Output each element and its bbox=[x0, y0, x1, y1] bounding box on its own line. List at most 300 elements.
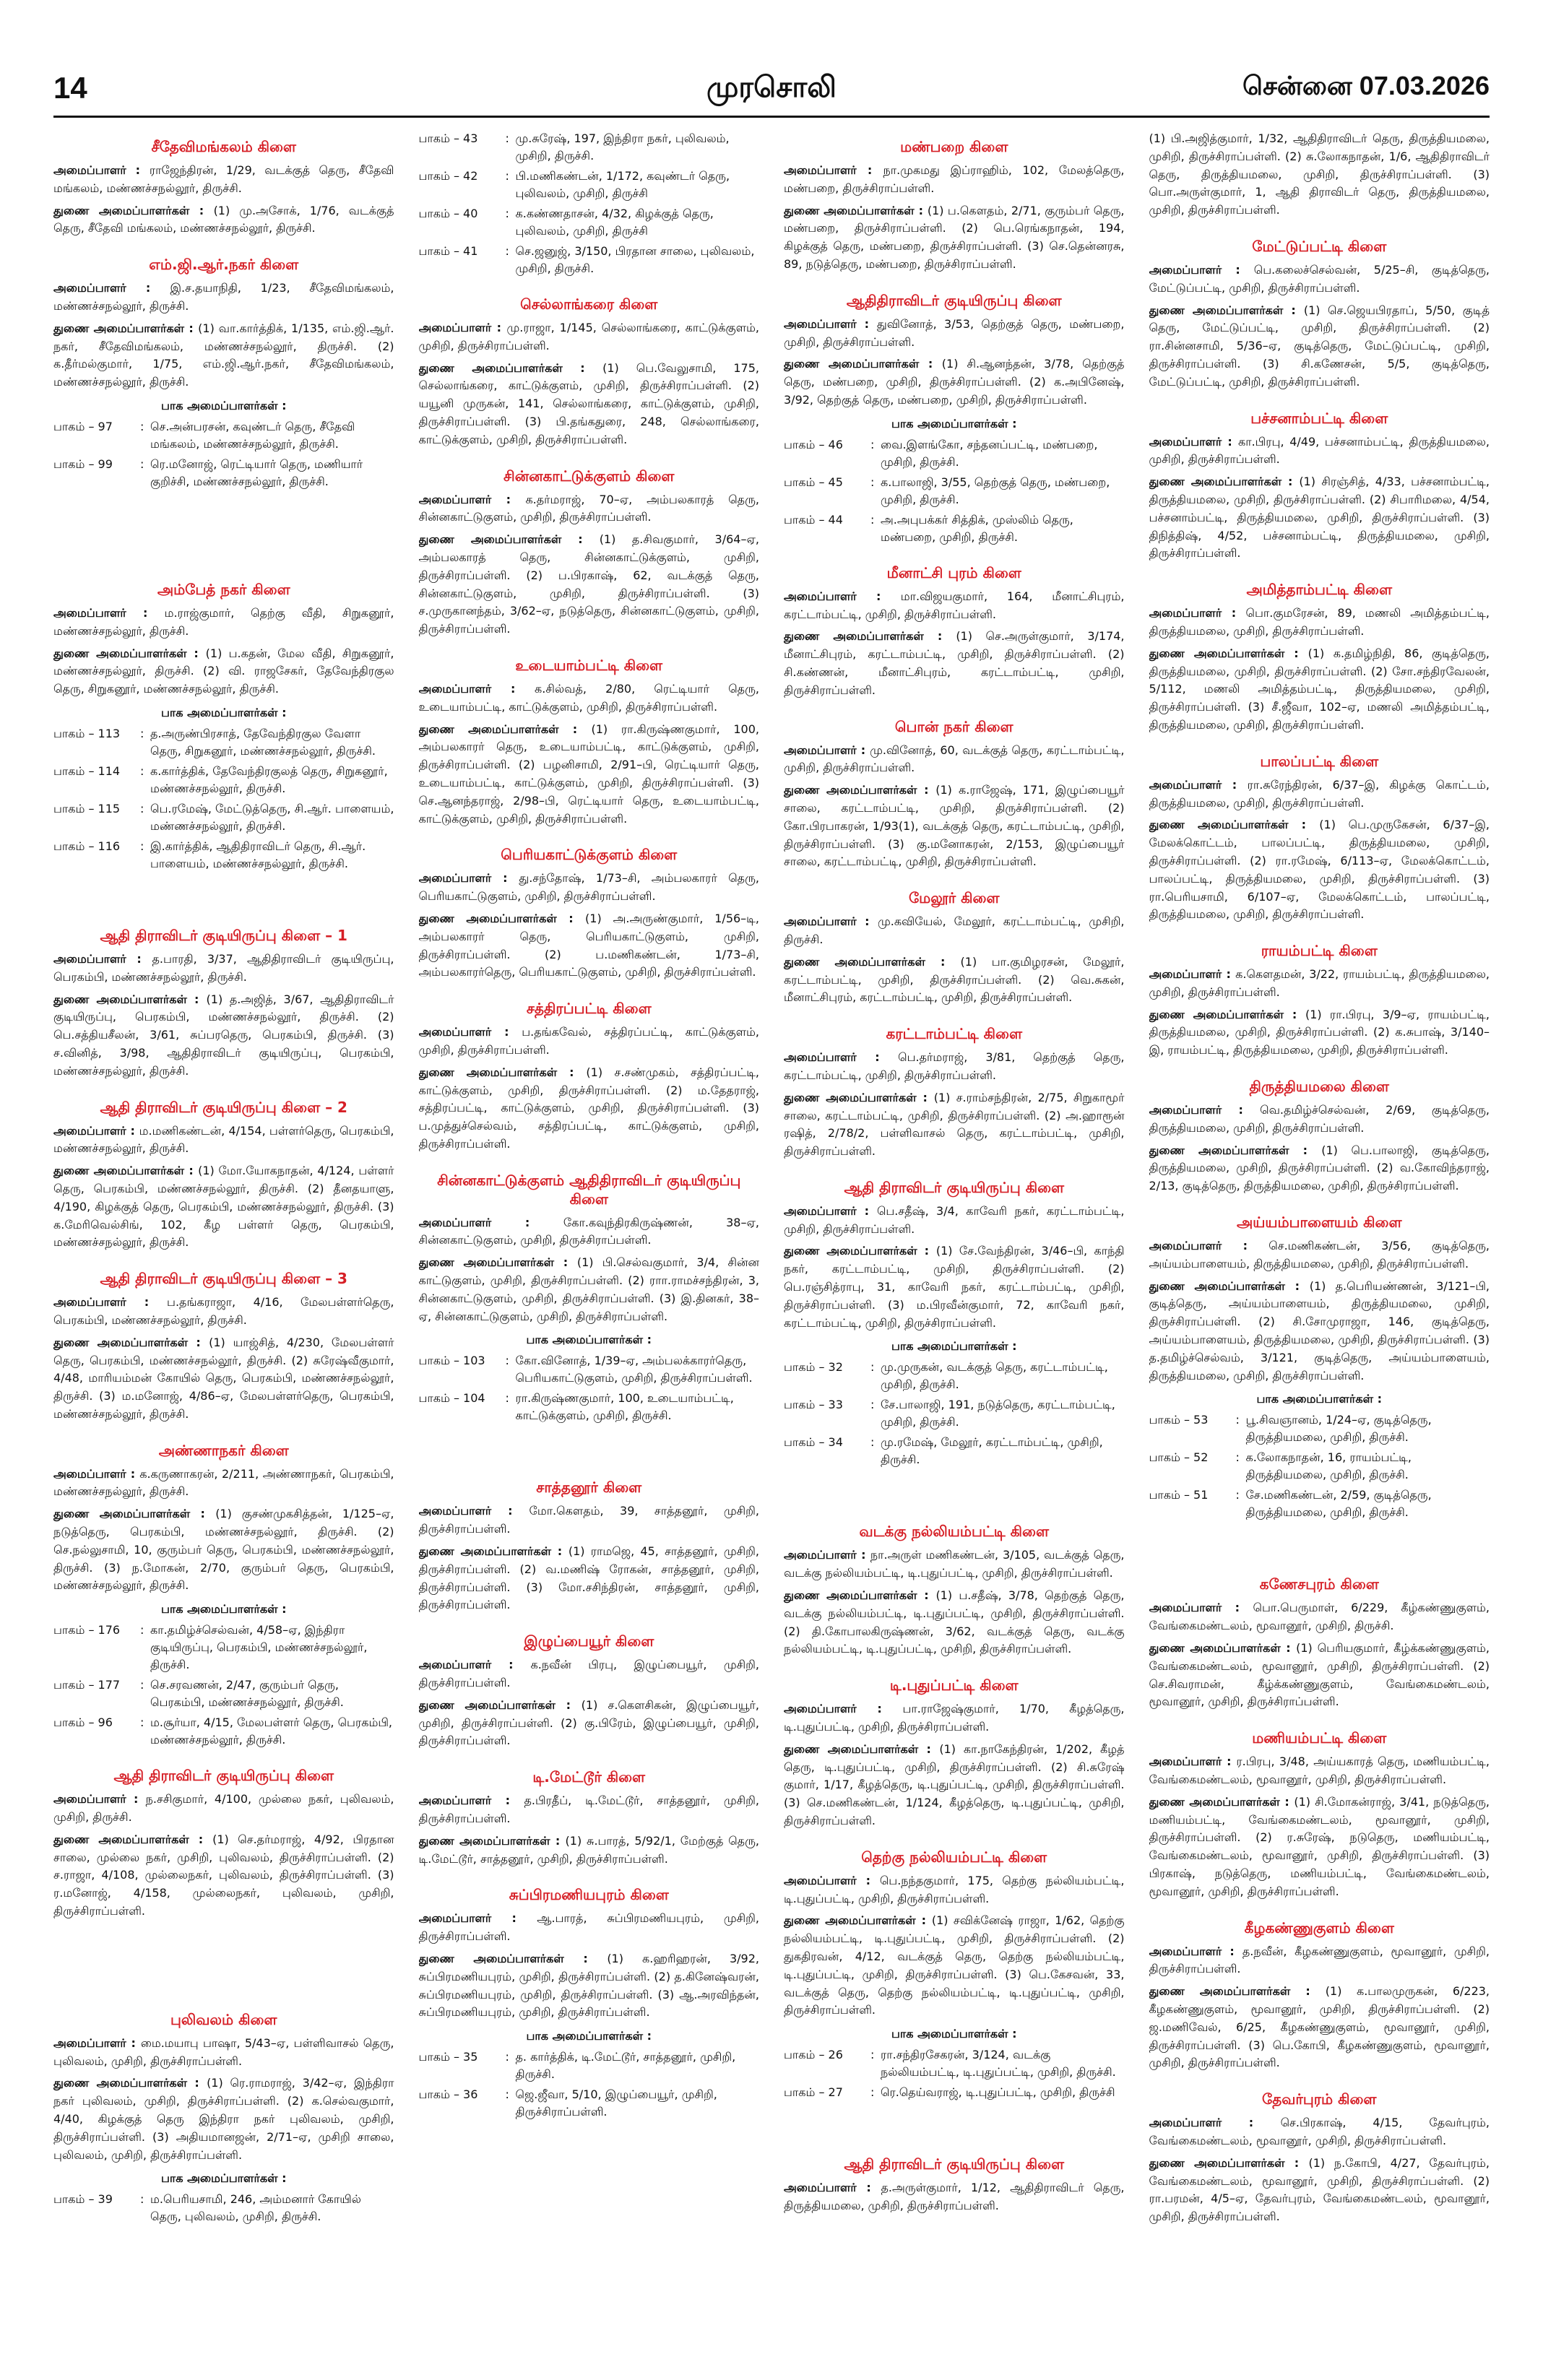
deputy-organisers-entry bbox=[53, 202, 394, 238]
deputy-label: துணை அமைப்பாளர்கள் : bbox=[1149, 1278, 1310, 1293]
branch-heading: ஆதி திராவிடர் குடியிருப்பு கிளை – 2 bbox=[100, 1098, 347, 1116]
organiser-details: பொ.குமரேசன், 89, மணலி அமித்தம்பட்டி, திருத்தியமலை, முசிறி, திருச்சிராப்பள்ளி. bbox=[1149, 606, 1490, 638]
column-spacer bbox=[1149, 1539, 1490, 1567]
deputy-details: (1) சிரஞ்சித், 4/33, பச்சனாம்பட்டி, திருத்தியமலை, முசிறி, திருச்சிராப்பள்ளி. (2) சிபாரிமலை, 4/54, பச்சனாம்பட்டி, திருத்தியமலை, முசிறி, திருச்சிராப்பள்ளி. (3) திநித்திஷ், 4/52, பச்சனாம்பட்டி, திருத்தியமலை, முசிறி, திருச்சிராப்பள்ளி. bbox=[1149, 475, 1490, 561]
deputy-organisers-entry bbox=[419, 1697, 760, 1750]
organiser-entry bbox=[419, 1792, 760, 1828]
deputy-details: (1) வா.கார்த்திக், 1/135, எம்.ஜி.ஆர். நகர், சீதேவிமங்கலம், மண்ணச்சநல்லூர், திருச்சி. (2) க.தீர்மல்குமார், 1/75, எம்.ஜி.ஆர்.நகர், சீதேவிமங்கலம், மண்ணச்சநல்லூர், திருச்சி. bbox=[53, 321, 394, 389]
booth-organiser-details: மு.ரமேஷ், மேலூர், கரட்டாம்பட்டி, முசிறி, திருச்சி. bbox=[881, 1435, 1103, 1467]
organiser-entry bbox=[1149, 433, 1490, 469]
column-spacer bbox=[53, 1938, 394, 2003]
organiser-entry bbox=[784, 2179, 1125, 2215]
deputy-organisers-entry bbox=[1149, 1142, 1490, 1195]
organiser-entry bbox=[1149, 605, 1490, 641]
booth-colon: : bbox=[1235, 1450, 1240, 1465]
booth-colon: : bbox=[505, 244, 509, 258]
deputy-label: துணை அமைப்பாளர்கள் : bbox=[784, 1741, 940, 1756]
organiser-entry bbox=[784, 1049, 1125, 1085]
deputy-details: (1) சி.மோகன்ராஜ், 3/41, நடுத்தெரு, மணியம்பட்டி, வேங்கைமண்டலம், மூவானூர், முசிறி, திருச்சிராப்பள்ளி. (2) ர.சுரேஷ், நடுதெரு, மணியம்பட்டி, வேங்கைமண்டலம், மூவானூர், முசிறி, திருச்சிராப்பள்ளி. (3) பிரகாஷ், நடுத்தெரு, மணியம்பட்டி, வேங்கைமண்டலம், மூவானூர், முசிறி, திருச்சிராப்பள்ளி. bbox=[1149, 1794, 1490, 1898]
deputy-organisers-entry bbox=[1149, 1793, 1490, 1901]
booth-number: பாகம் – 27 bbox=[784, 2085, 843, 2100]
booth-organiser-row bbox=[784, 1396, 1125, 1431]
organiser-label: அமைப்பாளர் : bbox=[53, 1466, 140, 1481]
deputy-organisers-entry bbox=[419, 360, 760, 449]
branch-section bbox=[53, 1766, 394, 1921]
deputy-label: துணை அமைப்பாளர்கள் : bbox=[1149, 1641, 1297, 1656]
booth-number: பாகம் – 41 bbox=[418, 244, 478, 258]
deputy-details: (1) த.அஜித், 3/67, ஆதிதிராவிடர் குடியிருப்பு, பெரகம்பி, மண்ணச்சநல்லூர், திருச்சி. (2) பெ.சத்தியசீலன், 3/61, சுப்பரதெரு, பெரகம்பி, திருச்சி. (3) ச.வினித், 3/98, ஆதிதிராவிடர் குடியிருப்பு, பெரகம்பி, மண்ணச்சநல்லூர், திருச்சி. bbox=[53, 992, 394, 1078]
booth-organiser-row bbox=[53, 456, 394, 490]
deputy-label: துணை அமைப்பாளர்கள் : bbox=[53, 992, 207, 1006]
deputy-details: (1) ச.சண்முகம், சத்திரப்பட்டி, காட்டுக்குளம், முசிறி, திருச்சிராப்பள்ளி. (2) ம.தேதராஜ், சத்திரப்பட்டி, காட்டுக்குளம், முசிறி, திருச்சிராப்பள்ளி. (3) ப.முத்துச்செல்வம், சத்திரப்பட்டி, காட்டுக்குளம், முசிறி, திருச்சிராப்பள்ளி. bbox=[418, 1065, 759, 1151]
newspaper-name: முரசொலி bbox=[706, 71, 837, 104]
booth-organiser-row bbox=[1149, 1487, 1490, 1521]
organiser-details: ம.மணிகண்டன், 4/154, பள்ளர்தெரு, பெரகம்பி, மண்ணச்சநல்லூர், திருச்சி. bbox=[53, 1123, 394, 1156]
branch-heading: கீழகண்ணுகுளம் கிளை bbox=[1244, 1918, 1394, 1937]
branch-section bbox=[53, 1441, 394, 1749]
booth-organiser-row bbox=[53, 1622, 394, 1674]
branch-section bbox=[1149, 130, 1490, 220]
organiser-label: அமைப்பாளர் : bbox=[1149, 1601, 1253, 1615]
booth-organiser-details: வை.இளங்கோ, சந்தனப்பட்டி, மண்பறை, முசிறி, திருச்சி. bbox=[881, 437, 1098, 469]
branch-section bbox=[419, 1885, 760, 2121]
booth-organisers-heading: பாக அமைப்பாளர்கள் : bbox=[891, 1339, 1017, 1354]
deputy-details: (1) பெ.முருகேசன், 6/37–இ, மேலக்கொட்டம், பாலப்பட்டி, திருத்தியமலை, முசிறி, திருச்சிராப்பள்ளி. (2) ரா.ரமேஷ், 6/113–ஏ, மேலக்கொட்டம், பாலப்பட்டி, திருத்தியமலை, முசிறி, திருச்சிராப்பள்ளி. (3) ரா.பெரியசாமி, 6/107–ஏ, மேலக்கொட்டம், பாலப்பட்டி, திருத்தியமலை, முசிறி, திருச்சிராப்பள்ளி. bbox=[1149, 818, 1490, 922]
booth-number: பாகம் – 44 bbox=[784, 512, 843, 527]
deputy-organisers-entry bbox=[784, 1912, 1125, 2020]
branch-section bbox=[419, 1171, 760, 1425]
deputy-details: (1) க.ராஜேஷ், 171, இழுப்பையூர் சாலை, கரட்டாம்பட்டி, முசிறி, திருச்சிராப்பள்ளி. (2) கோ.பிரபாகரன், 1/93(1), வடக்குத் தெரு, கரட்டாம்பட்டி, முசிறி, திருச்சிராப்பள்ளி. (3) கு.மனோகரன், 2/153, இழுப்பையூர் சாலை, கரட்டாம்பட்டி, முசிறி, திருச்சிராப்பள்ளி. bbox=[784, 783, 1125, 869]
booth-number: பாகம் – 52 bbox=[1149, 1450, 1209, 1465]
booth-number: பாகம் – 39 bbox=[53, 2192, 113, 2207]
deputy-label: துணை அமைப்பாளர்கள் : bbox=[53, 1164, 199, 1178]
booth-colon: : bbox=[1235, 1488, 1240, 1502]
organiser-label: அமைப்பாளர் : bbox=[1149, 1239, 1269, 1253]
booth-organiser-row bbox=[53, 763, 394, 797]
deputy-label: துணை அமைப்பாளர்கள் : bbox=[784, 1588, 936, 1603]
deputy-label: துணை அமைப்பாளர்கள் : bbox=[53, 2076, 207, 2090]
booth-organiser-row bbox=[419, 2086, 760, 2121]
organiser-details: இ.ச.தயாநிதி, 1/23, சீதேவிமங்கலம், மண்ணச்சநல்லூர், திருச்சி. bbox=[53, 281, 394, 313]
booth-colon: : bbox=[140, 1623, 144, 1637]
deputy-label: துணை அமைப்பாளர்கள் : bbox=[53, 203, 214, 217]
deputy-label: துணை அமைப்பாளர்கள் : bbox=[1149, 303, 1304, 317]
branch-heading: மீனாட்சி புரம் கிளை bbox=[886, 563, 1021, 581]
deputy-organisers-entry bbox=[53, 991, 394, 1081]
organiser-entry bbox=[784, 162, 1125, 198]
branch-section bbox=[419, 467, 760, 639]
organiser-label: அமைப்பாளர் : bbox=[1149, 606, 1246, 620]
organiser-label: அமைப்பாளர் : bbox=[784, 1050, 899, 1065]
organiser-label: அமைப்பாளர் : bbox=[784, 743, 870, 757]
deputy-details: (1) சே.வேந்திரன், 3/46–பி, காந்தி நகர், கரட்டாம்பட்டி, முசிறி, திருச்சிராப்பள்ளி. (2) பெ.ரஞ்சித்ராபு, 31, காவேரி நகர், கரட்டாம்பட்டி, முசிறி, திருச்சிராப்பள்ளி. (3) ம.பிரவீன்குமார், 72, காவேரி நகர், கரட்டாம்பட்டி, முசிறி, திருச்சிராப்பள்ளி. bbox=[784, 1244, 1125, 1330]
deputy-organisers-entry bbox=[784, 1587, 1125, 1658]
organiser-entry bbox=[419, 1214, 760, 1250]
organiser-entry bbox=[419, 1656, 760, 1692]
branch-heading: சீதேவிமங்கலம் கிளை bbox=[151, 138, 296, 155]
deputy-organisers-entry bbox=[53, 1162, 394, 1252]
booth-number: பாகம் – 99 bbox=[53, 456, 113, 471]
deputy-organisers-entry bbox=[784, 355, 1125, 409]
organiser-label: அமைப்பாளர் : bbox=[1149, 1754, 1237, 1769]
organiser-label: அமைப்பாளர் : bbox=[53, 1295, 168, 1310]
organiser-label: அமைப்பாளர் : bbox=[1149, 434, 1238, 449]
organiser-entry bbox=[784, 1872, 1125, 1908]
organiser-entry bbox=[784, 1203, 1125, 1239]
booth-organisers-heading: பாக அமைப்பாளர்கள் : bbox=[161, 1602, 287, 1617]
deputy-details: (1) அ.அருண்குமார், 1/56–டி, அம்பலகாரர் தெரு, பெரியகாட்டுகுளம், முசிறி, திருச்சிராப்பள்ளி. (2) ப.மணிகண்டன், 1/73–சி, அம்பலகாரர்தெரு, பெரியகாட்டுகுளம், முசிறி, திருச்சிராப்பள்ளி. bbox=[418, 911, 759, 979]
organiser-label: அமைப்பாளர் : bbox=[1149, 262, 1254, 277]
branch-heading: அமித்தாம்பட்டி கிளை bbox=[1246, 581, 1393, 599]
deputy-organisers-entry bbox=[1149, 130, 1490, 220]
deputy-label: துணை அமைப்பாளர்கள் : bbox=[784, 783, 936, 797]
organiser-label: அமைப்பாளர் : bbox=[784, 2181, 881, 2195]
organiser-entry bbox=[419, 1910, 760, 1946]
booth-organiser-row bbox=[784, 1359, 1125, 1393]
branch-heading: ஆதிதிராவிடர் குடியிருப்பு கிளை bbox=[846, 291, 1062, 309]
organiser-details: பொ.பெருமாள், 6/229, கீழ்கண்ணுகுளம், வேங்கைமண்டலம், மூவானூர், முசிறி, திருச்சி. bbox=[1149, 1601, 1490, 1633]
deputy-details: (1) பெ.வேலுசாமி, 175, செல்லாங்கரை, காட்டுக்குளம், முசிறி, திருச்சிராப்பள்ளி. (2) யயூனி முருகன், 141, செல்லாங்கரை, காட்டுக்குளம், முசிறி, திருச்சிராப்பள்ளி. (3) பி.தங்கதுரை, 248, செல்லாங்கரை, காட்டுக்குளம், முசிறி, திருச்சிராப்பள்ளி. bbox=[418, 360, 759, 446]
deputy-organisers-entry bbox=[784, 782, 1125, 871]
deputy-organisers-entry bbox=[784, 1242, 1125, 1332]
deputy-details: (1) த.பெரியண்ணன், 3/121–பி, குடித்தெரு, அய்யம்பாளையம், திருத்தியமலை, முசிறி, திருச்சிராப்பள்ளி. (2) சி.சோமுராஜா, 146, குடித்தெரு, அய்யம்பாளையம், திருத்தியமலை, முசிறி, திருச்சிராப்பள்ளி. (3) த.தமிழ்ச்செல்வம், 3/121, குடித்தெரு, அய்யம்பாளையம், திருத்தியமலை, முசிறி, திருச்சிராப்பள்ளி. bbox=[1149, 1278, 1490, 1382]
organiser-entry bbox=[784, 913, 1125, 949]
booth-organiser-details: மு.சுரேஷ், 197, இந்திரா நகர், புலிவலம், முசிறி, திருச்சி. bbox=[515, 131, 730, 163]
booth-organisers-heading: பாக அமைப்பாளர்கள் : bbox=[161, 705, 287, 719]
deputy-label: துணை அமைப்பாளர்கள் : bbox=[784, 629, 956, 644]
booth-colon: : bbox=[870, 437, 875, 451]
branch-heading: இழுப்பையூர் கிளை bbox=[524, 1632, 654, 1650]
organiser-label: அமைப்பாளர் : bbox=[418, 321, 507, 334]
dateline: சென்னை 07.03.2026 bbox=[1242, 71, 1490, 100]
organiser-details: மு.கவியேல், மேலூர், கரட்டாம்பட்டி, முசிறி, திருச்சி. bbox=[784, 914, 1125, 946]
deputy-organisers-entry bbox=[53, 1831, 394, 1921]
deputy-label: துணை அமைப்பாளர்கள் : bbox=[418, 1065, 587, 1079]
organiser-details: க.தர்மராஜ், 70–ஏ, அம்பலகாரத் தெரு, சின்னகாட்டுகுளம், முசிறி, திருச்சிராப்பள்ளி. bbox=[418, 492, 759, 524]
organiser-details: மோ.கௌதம், 39, சாத்தனூர், முசிறி, திருச்சிராப்பள்ளி. bbox=[418, 1504, 759, 1536]
branch-section bbox=[419, 1632, 760, 1750]
branch-heading: கரட்டாம்பட்டி கிளை bbox=[886, 1025, 1023, 1043]
branch-section bbox=[784, 1024, 1125, 1161]
column-spacer bbox=[419, 1442, 760, 1471]
deputy-details: (1) ரா.கிருஷ்ணகுமார், 100, அம்பலகாரர் தெரு, உடையாம்பட்டி, காட்டுக்குளம், முசிறி, திருச்சிராப்பள்ளி. (2) பழனிசாமி, 2/91–பி, ரெட்டியார் தெரு, உடையாம்பட்டி, காட்டுக்குளம், முசிறி, திருச்சிராப்பள்ளி. (3) செ.ஆனந்தராஜ், 2/98–பி, ரெட்டியார் தெரு, உடையாம்பட்டி, காட்டுக்குளம், முசிறி, திருச்சிராப்பள்ளி. bbox=[418, 722, 759, 826]
booth-colon: : bbox=[870, 2085, 875, 2100]
booth-number: பாகம் – 45 bbox=[784, 475, 843, 489]
organiser-entry bbox=[784, 316, 1125, 352]
deputy-label: துணை அமைப்பாளர்கள் : bbox=[53, 1335, 209, 1349]
booth-organiser-details: ம.பெரியசாமி, 246, அம்மனார் கோயில் தெரு, புலிவலம், முசிறி, திருச்சி. bbox=[150, 2192, 361, 2224]
booth-colon: : bbox=[870, 1398, 875, 1412]
booth-number: பாகம் – 46 bbox=[784, 437, 843, 451]
branch-section bbox=[419, 130, 760, 277]
booth-colon: : bbox=[140, 839, 144, 853]
organiser-entry bbox=[784, 588, 1125, 624]
branch-section bbox=[784, 717, 1125, 872]
booth-organisers-heading: பாக அமைப்பாளர்கள் : bbox=[891, 2027, 1017, 2041]
booth-organiser-details: செ.ஜனுஜ், 3/150, பிரதான சாலை, புலிவலம், முசிறி, திருச்சி. bbox=[515, 244, 755, 275]
column-4 bbox=[1149, 130, 1490, 2355]
booth-number: பாகம் – 97 bbox=[53, 419, 113, 433]
organiser-entry bbox=[419, 319, 760, 355]
booth-number: பாகம் – 176 bbox=[53, 1623, 121, 1637]
organiser-label: அமைப்பாளர் : bbox=[418, 1911, 537, 1926]
booth-colon: : bbox=[505, 169, 509, 183]
booth-number: பாகம் – 113 bbox=[53, 726, 121, 740]
deputy-label: துணை அமைப்பாளர்கள் : bbox=[1149, 646, 1308, 660]
organiser-label: அமைப்பாளர் : bbox=[784, 1873, 880, 1887]
booth-number: பாகம் – 42 bbox=[418, 169, 478, 183]
booth-organiser-details: சே.மணிகண்டன், 2/59, குடித்தெரு, திருத்தியமலை, முசிறி, திருச்சி. bbox=[1245, 1488, 1432, 1520]
organiser-details: த.பாரதி, 3/37, ஆதிதிராவிடர் குடியிருப்பு, பெரகம்பி, மண்ணச்சநல்லூர், திருச்சி. bbox=[53, 951, 394, 984]
branch-heading: மேலூர் கிளை bbox=[908, 889, 1000, 907]
deputy-label: துணை அமைப்பாளர்கள் : bbox=[1149, 475, 1300, 489]
branch-heading: உடையாம்பட்டி கிளை bbox=[515, 656, 663, 674]
organiser-label: அமைப்பாளர் : bbox=[53, 2035, 141, 2050]
branch-section bbox=[1149, 1918, 1490, 2073]
organiser-entry bbox=[1149, 1599, 1490, 1635]
organiser-entry bbox=[53, 1294, 394, 1330]
deputy-label: துணை அமைப்பாளர்கள் : bbox=[784, 954, 961, 969]
booth-colon: : bbox=[505, 131, 509, 145]
booth-colon: : bbox=[505, 207, 509, 220]
deputy-label: துணை அமைப்பாளர்கள் : bbox=[53, 1832, 213, 1846]
organiser-details: து.சந்தோஷ், 1/73–சி, அம்பலகாரர் தெரு, பெரியகாட்டுகுளம், முசிறி, திருச்சிராப்பள்ளி. bbox=[418, 871, 759, 904]
deputy-organisers-entry bbox=[1149, 816, 1490, 924]
branch-heading: திருத்தியமலை கிளை bbox=[1249, 1078, 1389, 1096]
booth-organiser-details: பெ.ரமேஷ், மேட்டுத்தெரு, சி.ஆர். பாளையம், மண்ணச்சநல்லூர், திருச்சி. bbox=[150, 801, 394, 833]
masthead-rule bbox=[53, 116, 1490, 118]
organiser-label: அமைப்பாளர் : bbox=[784, 1548, 870, 1562]
branch-section bbox=[784, 888, 1125, 1007]
booth-number: பாகம் – 32 bbox=[784, 1360, 843, 1375]
organiser-details: ஆ.பாரத், சுப்பிரமணியபுரம், முசிறி, திருச்சிராப்பள்ளி. bbox=[418, 1911, 759, 1944]
organiser-details: பெ.கலைச்செல்வன், 5/25–சி, குடித்தெரு, மேட்டுப்பட்டி, முசிறி, திருச்சிராப்பள்ளி. bbox=[1149, 262, 1490, 295]
organiser-entry bbox=[784, 1700, 1125, 1736]
organiser-details: ராஜேந்திரன், 1/29, வடக்குத் தெரு, சீதேவி மங்கலம், மண்ணச்சநல்லூர், திருச்சி. bbox=[53, 163, 394, 195]
organiser-label: அமைப்பாளர் : bbox=[418, 492, 526, 506]
organiser-details: மு.ராஜா, 1/145, செல்லாங்கரை, காட்டுக்குளம், முசிறி, திருச்சிராப்பள்ளி. bbox=[418, 321, 759, 352]
organiser-entry bbox=[784, 742, 1125, 778]
branch-section bbox=[784, 1676, 1125, 1830]
organiser-entry bbox=[53, 1791, 394, 1827]
booth-organiser-row bbox=[419, 243, 760, 277]
branch-section bbox=[1149, 409, 1490, 563]
deputy-label: துணை அமைப்பாளர்கள் : bbox=[418, 360, 603, 375]
organiser-label: அமைப்பாளர் : bbox=[418, 1504, 530, 1518]
branch-section bbox=[784, 137, 1125, 274]
organiser-details: மை.மயாபு பாஷா, 5/43–ஏ, பள்ளிவாசல் தெரு, புலிவலம், முசிறி, திருச்சிராப்பள்ளி. bbox=[53, 2035, 394, 2068]
booth-organiser-details: க.பாலாஜி, 3/55, தெற்குத் தெரு, மண்பறை, முசிறி, திருச்சி. bbox=[881, 475, 1110, 506]
deputy-organisers-entry bbox=[1149, 1006, 1490, 1060]
deputy-label: துணை அமைப்பாளர்கள் : bbox=[784, 1090, 934, 1104]
booth-organiser-details: ரா.கிருஷ்ணகுமார், 100, உடையாம்பட்டி, காட்டுக்குளம், முசிறி, திருச்சி. bbox=[515, 1391, 734, 1423]
deputy-details: (1) க.பாலமுருகன், 6/223, கீழகண்ணுகுளம், மூவானூர், முசிறி, திருச்சிராப்பள்ளி. (2) ஜ.மணிவேல், 6/25, கீழகண்ணுகுளம், மூவானூர், முசிறி, திருச்சிராப்பள்ளி. (3) பெ.கோபி, கீழகண்ணுகுளம், மூவானூர், முசிறி, திருச்சிராப்பள்ளி. bbox=[1149, 1984, 1490, 2070]
booth-organiser-row bbox=[1149, 1411, 1490, 1446]
branch-heading: சத்திரப்பட்டி கிளை bbox=[526, 1000, 652, 1018]
deputy-label: துணை அமைப்பாளர்கள் : bbox=[1149, 1143, 1322, 1157]
branch-heading: சாத்தனூர் கிளை bbox=[536, 1479, 642, 1497]
organiser-label: அமைப்பாளர் : bbox=[784, 914, 878, 929]
branch-heading: பச்சனாம்பட்டி கிளை bbox=[1250, 409, 1388, 427]
deputy-label: துணை அமைப்பாளர்கள் : bbox=[418, 1544, 569, 1559]
booth-number: பாகம் – 43 bbox=[418, 131, 478, 145]
booth-organiser-row bbox=[784, 436, 1125, 471]
organiser-entry bbox=[419, 680, 760, 717]
booth-organiser-row bbox=[53, 2191, 394, 2225]
booth-organiser-details: செ.அன்பரசன், கவுண்டர் தெரு, சீதேவி மங்கலம், மண்ணச்சநல்லூர், திருச்சி. bbox=[150, 419, 355, 451]
column-spacer bbox=[53, 508, 394, 573]
deputy-details: (1) செ.தர்மராஜ், 4/92, பிரதான சாலை, முல்லை நகர், முசிறி, புலிவலம், திருச்சிராப்பள்ளி. (2) ச.ராஜா, 4/108, முல்லைநகர், புலிவலம், திருச்சிராப்பள்ளி. (3) ர.மனோஜ், 4/158, முல்லைநகர், புலிவலம், முசிறி, திருச்சிராப்பள்ளி. bbox=[53, 1832, 394, 1918]
deputy-details: (1) ச.கௌசிகன், இழுப்பையூர், முசிறி, திருச்சிராப்பள்ளி. (2) கு.பிரேம், இழுப்பையூர், முசிறி, திருச்சிராப்பள்ளி. bbox=[418, 1697, 759, 1748]
booth-organiser-row bbox=[419, 1390, 760, 1424]
deputy-label: துணை அமைப்பாளர்கள் : bbox=[784, 1913, 932, 1928]
booth-organiser-row bbox=[1149, 1449, 1490, 1484]
branch-heading: சின்னகாட்டுக்குளம் கிளை bbox=[503, 467, 675, 485]
booth-number: பாகம் – 51 bbox=[1149, 1488, 1209, 1502]
organiser-label: அமைப்பாளர் : bbox=[1149, 1103, 1261, 1117]
deputy-label: துணை அமைப்பாளர்கள் : bbox=[418, 1952, 608, 1966]
branch-heading: பாலப்பட்டி கிளை bbox=[1260, 752, 1379, 770]
booth-organiser-row bbox=[419, 1352, 760, 1387]
organiser-entry bbox=[419, 870, 760, 906]
booth-organiser-details: இ.கார்த்திக், ஆதிதிராவிடர் தெரு, சி.ஆர். பாளையம், மண்ணச்சநல்லூர், திருச்சி. bbox=[150, 839, 366, 870]
organiser-label: அமைப்பாளர் : bbox=[53, 605, 165, 620]
booth-number: பாகம் – 114 bbox=[53, 763, 121, 778]
organiser-entry bbox=[53, 280, 394, 316]
organiser-details: த.பிரதீப், டி.மேட்டூர், சாத்தனூர், முசிறி, திருச்சிராப்பள்ளி. bbox=[418, 1793, 759, 1826]
branch-section bbox=[53, 580, 394, 873]
booth-colon: : bbox=[505, 1391, 509, 1406]
deputy-organisers-entry bbox=[1149, 1278, 1490, 1385]
booth-number: பாகம் – 115 bbox=[53, 801, 121, 815]
booth-organiser-details: பூ.சிவஞானம், 1/24–ஏ, குடித்தெரு, திருத்தியமலை, முசிறி, திருச்சி. bbox=[1245, 1413, 1432, 1445]
organiser-entry bbox=[53, 2035, 394, 2071]
booth-organiser-details: ரெ.தெய்வராஜ், டி.புதுப்பட்டி, முசிறி, திருச்சி bbox=[881, 2085, 1115, 2100]
deputy-organisers-entry bbox=[53, 645, 394, 698]
booth-organiser-details: ரா.சந்திரசேகரன், 3/124, வடக்கு நல்லியம்பட்டி, டி.புதுப்பட்டி, முசிறி, திருச்சி. bbox=[881, 2048, 1116, 2080]
deputy-label: துணை அமைப்பாளர்கள் : bbox=[418, 1255, 577, 1270]
deputy-organisers-entry bbox=[419, 1543, 760, 1614]
deputy-organisers-entry bbox=[419, 721, 760, 828]
organiser-details: த.அருள்குமார், 1/12, ஆதிதிராவிடர் தெரு, திருத்தியமலை, முசிறி, திருச்சிராப்பள்ளி. bbox=[784, 2181, 1125, 2212]
booth-organiser-details: பி.மணிகண்டன், 1/172, கவுண்டர் தெரு, புலிவலம், முசிறி, திருச்சி bbox=[515, 169, 730, 200]
deputy-organisers-entry bbox=[53, 1505, 394, 1595]
organiser-entry bbox=[53, 605, 394, 641]
organiser-label: அமைப்பாளர் : bbox=[418, 1025, 522, 1039]
deputy-organisers-entry bbox=[784, 1741, 1125, 1830]
branch-heading: சின்னகாட்டுக்குளம் ஆதிதிராவிடர் குடியிருப்பு கிளை bbox=[437, 1171, 741, 1208]
organiser-details: மு.வினோத், 60, வடக்குத் தெரு, கரட்டாம்பட்டி, முசிறி, திருச்சிராப்பள்ளி. bbox=[784, 743, 1125, 775]
organiser-details: வெ.தமிழ்ச்செல்வன், 2/69, குடித்தெரு, திருத்தியமலை, முசிறி, திருச்சிராப்பள்ளி. bbox=[1149, 1103, 1490, 1135]
branch-section bbox=[53, 137, 394, 238]
organiser-entry bbox=[53, 1466, 394, 1502]
booth-colon: : bbox=[140, 801, 144, 815]
branch-section bbox=[419, 656, 760, 828]
booth-organiser-row bbox=[53, 800, 394, 835]
booth-number: பாகம் – 35 bbox=[418, 2050, 478, 2064]
organiser-label: அமைப்பாளர் : bbox=[784, 316, 877, 331]
organiser-details: க.கௌதமன், 3/22, ராயம்பட்டி, திருத்தியமலை, முசிறி, திருச்சிராப்பள்ளி. bbox=[1149, 967, 1490, 999]
deputy-details: (1) க.ஹரிஹரன், 3/92, சுப்பிரமணியபுரம், முசிறி, திருச்சிராப்பள்ளி. (2) த.கினேஷ்வரன், சுப்பிரமணியபுரம், முசிறி, திருச்சிராப்பள்ளி. (3) ஆ.அரவிந்தன், சுப்பிரமணியபுரம், முசிறி, திருச்சிராப்பள்ளி. bbox=[418, 1952, 759, 2020]
branch-heading: கணேசபுரம் கிளை bbox=[1259, 1575, 1379, 1593]
organiser-entry bbox=[784, 1546, 1125, 1583]
branch-heading: பொன் நகர் கிளை bbox=[894, 717, 1013, 735]
branch-heading: வடக்கு நல்லியம்பட்டி கிளை bbox=[859, 1523, 1050, 1541]
branch-section bbox=[784, 2155, 1125, 2215]
organiser-details: பா.ராஜேஷ்குமார், 1/70, கீழத்தெரு, டி.புதுப்பட்டி, முசிறி, திருச்சிராப்பள்ளி. bbox=[784, 1702, 1125, 1734]
deputy-details: (1) ரா.பிரபு, 3/9–ஏ, ராயம்பட்டி, திருத்தியமலை, முசிறி, திருச்சிராப்பள்ளி. (2) க.சுபாஷ், 3/140–இ, ராயம்பட்டி, திருத்தியமலை, முசிறி, திருச்சிராப்பள்ளி. bbox=[1149, 1007, 1490, 1057]
deputy-details: (1) ராமஜெ, 45, சாத்தனூர், முசிறி, திருச்சிராப்பள்ளி. (2) வ.மணிஷ் ரோகன், சாத்தனூர், முசிறி, திருச்சிராப்பள்ளி. (3) மோ.சசிந்திரன், சாத்தனூர், முசிறி, திருச்சிராப்பள்ளி. bbox=[418, 1544, 759, 1612]
organiser-entry bbox=[1149, 966, 1490, 1002]
booth-organiser-row bbox=[784, 474, 1125, 509]
organiser-entry bbox=[1149, 1237, 1490, 1273]
branch-section bbox=[784, 291, 1125, 546]
booth-organiser-details: ரெ.மனோஜ், ரெட்டியார் தெரு, மணியார் குறிச்சி, மண்ணச்சநல்லூர், திருச்சி. bbox=[150, 456, 363, 488]
organiser-label: அமைப்பாளர் : bbox=[784, 163, 883, 177]
organiser-entry bbox=[53, 951, 394, 987]
organiser-entry bbox=[1149, 1753, 1490, 1789]
branch-section bbox=[419, 1478, 760, 1614]
booth-colon: : bbox=[870, 475, 875, 489]
booth-organiser-details: க.கார்த்திக், தேவேந்திரகுலத் தெரு, சிறுகனூர், மண்ணச்சநல்லூர், திருச்சி. bbox=[150, 763, 388, 795]
branch-heading: தெற்கு நல்லியம்பட்டி கிளை bbox=[861, 1848, 1047, 1866]
deputy-organisers-entry bbox=[784, 953, 1125, 1007]
booth-organiser-row bbox=[53, 1714, 394, 1749]
deputy-details: (1) த.சிவகுமார், 3/64–ஏ, அம்பலகாரத் தெரு, சின்னகாட்டுக்குளம், முசிறி, திருச்சிராப்பள்ளி. (2) ப.பிரகாஷ், 62, வடக்குத் தெரு, சின்னகாட்டுகுளம், முசிறி, திருச்சிராப்பள்ளி. (3) ச.முருகானந்தம், 3/62–ஏ, நடுத்தெரு, சின்னகாட்டுகுளம், முசிறி, திருச்சிராப்பள்ளி. bbox=[418, 532, 759, 636]
booth-organiser-details: ஜெ.ஜீவா, 5/10, இழுப்பையூர், முசிறி, திருச்சிராப்பள்ளி. bbox=[515, 2087, 717, 2119]
deputy-label: துணை அமைப்பாளர்கள் : bbox=[1149, 818, 1320, 832]
column-1 bbox=[53, 130, 394, 2355]
branch-heading: டி.புதுப்பட்டி கிளை bbox=[889, 1676, 1019, 1695]
deputy-label: துணை அமைப்பாளர்கள் : bbox=[784, 203, 928, 217]
booth-number: பாகம் – 96 bbox=[53, 1715, 113, 1730]
organiser-label: அமைப்பாளர் : bbox=[784, 1203, 877, 1218]
booth-colon: : bbox=[140, 2192, 144, 2207]
booth-colon: : bbox=[140, 1715, 144, 1730]
deputy-details: (1) ப.கௌதம், 2/71, குரும்பர் தெரு, மண்பறை, திருச்சிராப்பள்ளி. (2) பெ.ரெங்கநாதன், 194, கிழக்குத் தெரு, மண்பறை, திருச்சிராப்பள்ளி. (3) செ.தென்னரசு, 89, நடுத்தெரு, மண்பறை, திருச்சிராப்பள்ளி. bbox=[784, 203, 1125, 271]
booth-organiser-details: ம.சூர்யா, 4/15, மேலபள்ளர் தெரு, பெரகம்பி, மண்ணச்சநல்லூர், திருச்சி. bbox=[150, 1715, 393, 1747]
booth-number: பாகம் – 36 bbox=[418, 2087, 478, 2102]
deputy-label: துணை அமைப்பாளர்கள் : bbox=[53, 321, 199, 335]
booth-organisers-heading: பாக அமைப்பாளர்கள் : bbox=[161, 2171, 287, 2186]
organiser-label: அமைப்பாளர் : bbox=[53, 1123, 139, 1138]
branch-heading: தேவர்புரம் கிளை bbox=[1262, 2090, 1377, 2108]
column-2 bbox=[419, 130, 760, 2355]
branch-heading: எம்.ஜி.ஆர்.நகர் கிளை bbox=[149, 256, 299, 274]
branch-section bbox=[1149, 1728, 1490, 1900]
organiser-label: அமைப்பாளர் : bbox=[53, 281, 170, 295]
booth-colon: : bbox=[1235, 1413, 1240, 1427]
organiser-label: அமைப்பாளர் : bbox=[53, 163, 150, 177]
booth-organiser-row bbox=[53, 418, 394, 453]
organiser-entry bbox=[1149, 1943, 1490, 1979]
deputy-organisers-entry bbox=[419, 1064, 760, 1154]
deputy-organisers-entry bbox=[419, 1950, 760, 2022]
organiser-details: ம.ராஜ்குமார், தெற்கு வீதி, சிறுகனூர், மண்ணச்சநல்லூர், திருச்சி. bbox=[53, 605, 394, 638]
branch-heading: மண்பறை கிளை bbox=[900, 138, 1008, 155]
booth-colon: : bbox=[505, 2050, 509, 2064]
organiser-label: அமைப்பாளர் : bbox=[784, 589, 901, 603]
deputy-details: (1) சவிக்னேஷ் ராஜா, 1/62, தெற்கு நல்லியம்பட்டி, டி.புதுப்பட்டி, முசிறி, திருச்சிராப்பள்ளி. (2) துகதிரவன், 4/12, வடக்குத் தெரு, தெற்கு நல்லியம்பட்டி, டி.புதுப்பட்டி, முசிறி, திருச்சிராப்பள்ளி. (3) பெ.கேசவன், 33, வடக்குத் தெரு, தெற்கு நல்லியம்பட்டி, டி.புதுப்பட்டி, முசிறி, திருச்சிராப்பள்ளி. bbox=[784, 1913, 1125, 2017]
deputy-label: துணை அமைப்பாளர்கள் : bbox=[53, 1507, 216, 1521]
booth-colon: : bbox=[140, 763, 144, 778]
booth-number: பாகம் – 34 bbox=[784, 1435, 843, 1450]
branch-section bbox=[784, 563, 1125, 700]
organiser-entry bbox=[419, 1502, 760, 1539]
deputy-organisers-entry bbox=[53, 2074, 394, 2164]
booth-organiser-details: அ.அபுபக்கர் சித்திக், முஸ்லிம் தெரு, மண்பறை, முசிறி, திருச்சி. bbox=[881, 512, 1073, 544]
booth-number: பாகம் – 26 bbox=[784, 2048, 843, 2062]
